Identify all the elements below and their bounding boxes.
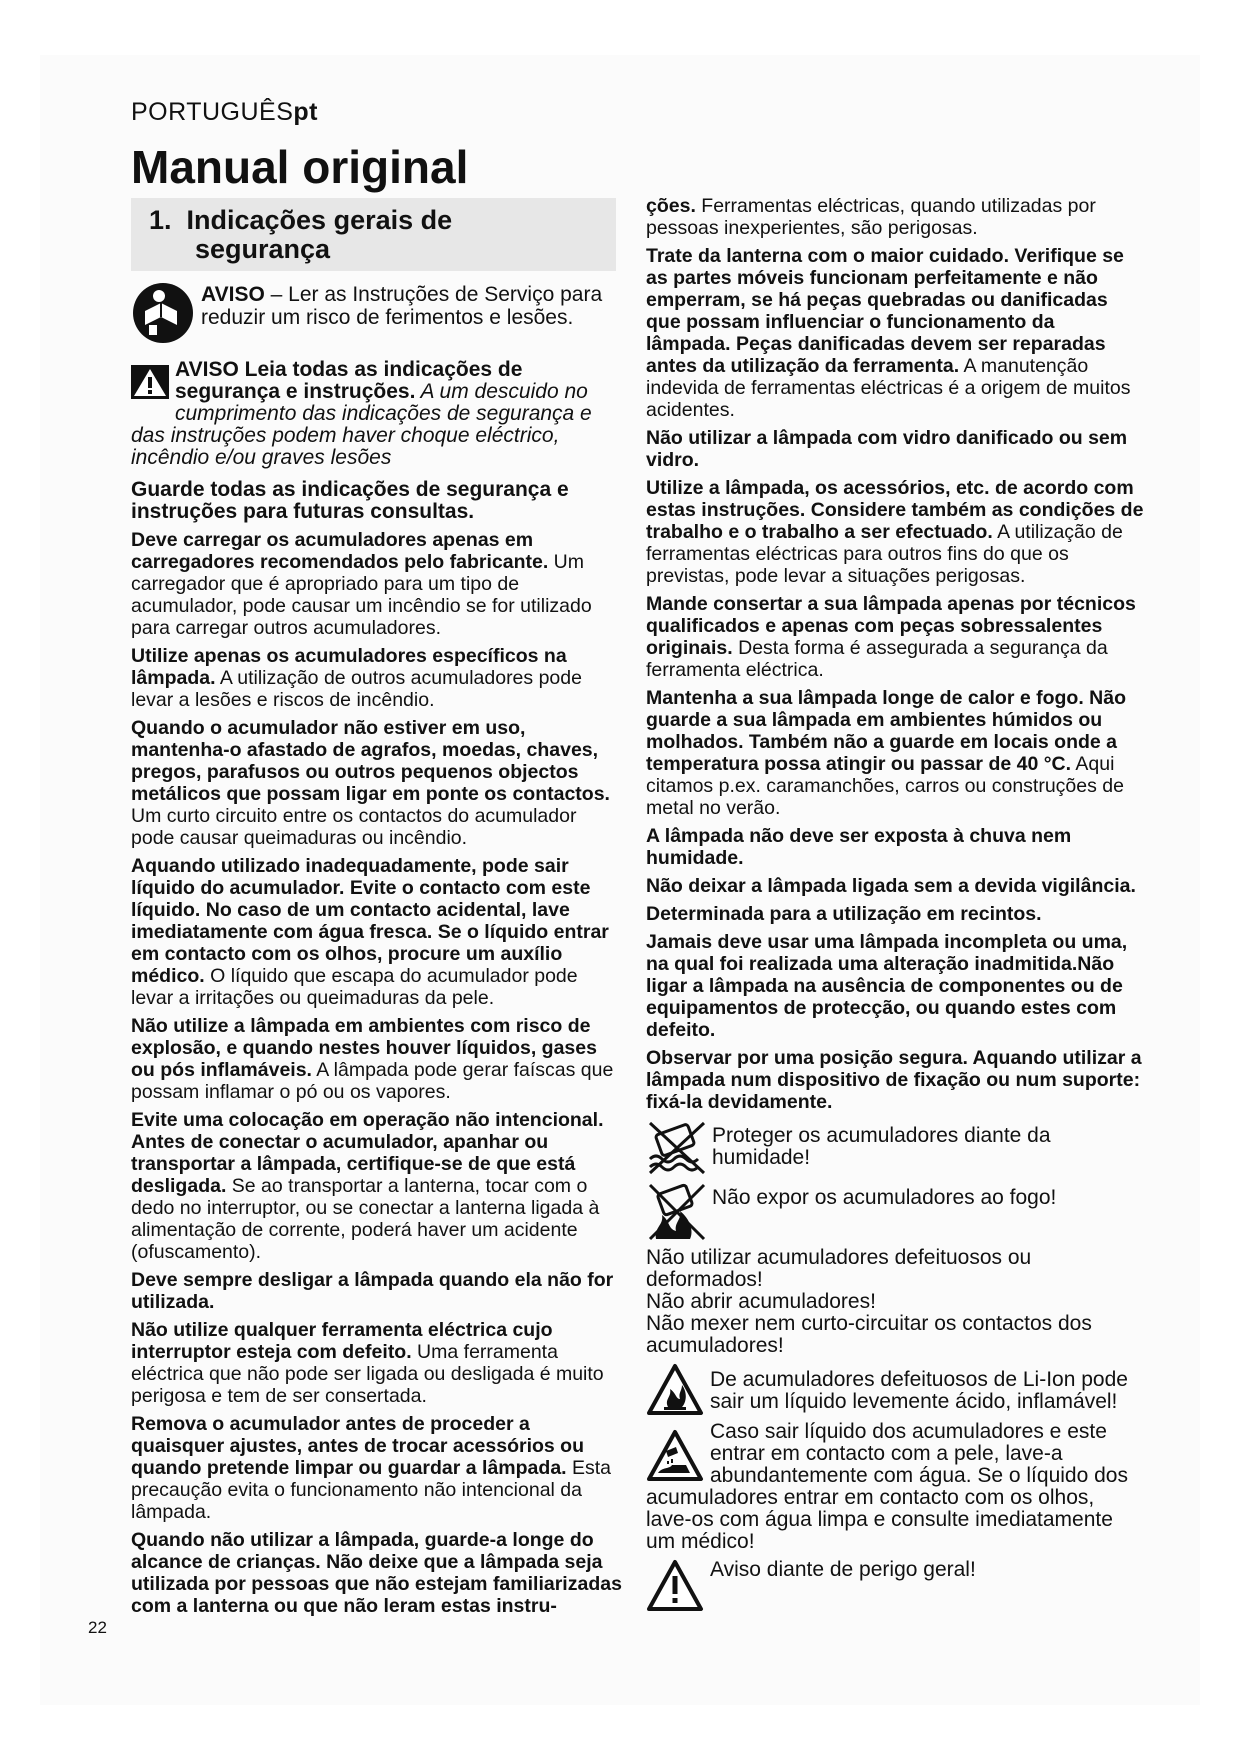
paragraph: Não utilize a lâmpada em ambientes com risco de explosão, e quando nestes houver líquidos, gases ou pós inflamáveis. A lâmpada pode gerar faíscas que possam inflamar o pó ou os vapores. [131,1015,614,1103]
section-title-line1: Indicações gerais de [186,205,453,235]
paragraph: Não utilize qualquer ferramenta eléctrica cujo interruptor esteja com defeito. Uma ferramenta eléctrica que não pode ser ligada ou desligada é muito perigosa e tem de ser consertada. [131,1319,604,1407]
symbol-text: Aviso diante de perigo geral! [710,1558,976,1581]
paragraph: Deve carregar os acumuladores apenas em carregadores recomendados pelo fabricante. Um carregador que é apropriado para um tipo de acumulador, pode causar um incêndio se for utilizado para carregar outros acumuladores. [131,529,592,639]
paragraph: Trate da lanterna com o maior cuidado. Verifique se as partes móveis funcionam perfeitamente e não emperram, se há peças quebradas ou danificadas que possam influenciar o funcionamento da lâmpada. Peças danificadas devem ser reparadas antes da utilização da ferramenta. A manutenção indevida de ferramentas eléctricas é a origem de muitos acidentes. [646,245,1131,421]
paragraph: Observar por uma posição segura. Aquando utilizar a lâmpada num dispositivo de fixação ou num suporte: fixá-la devidamente. [646,1047,1142,1113]
page-number: 22 [88,1618,107,1637]
symbol-fire [646,1181,1144,1243]
paragraph: Não utilizar a lâmpada com vidro danificado ou sem vidro. [646,427,1128,471]
no-fire-icon [646,1181,708,1243]
no-humidity-icon [646,1119,708,1177]
page-title: Manual original [131,141,469,193]
symbol-text: Caso sair líquido dos acumuladores e este entrar em contacto com a pele, lave-a abundantemente com água. Se o líquido dos acumuladores entrar em contacto com os olhos, lave-os com água limpa e consulte imediatamente um médico! [646,1420,1128,1553]
section-heading-box [131,198,616,271]
aviso-general-warning: AVISO Leia todas as indicações de segurança e instruções. A um descuido no cumprimento das indicações de segurança e das instruções podem haver choque eléctrico, incêndio e/ou graves lesões [131,358,592,469]
paragraph: Não deixar a lâmpada ligada sem a devida vigilância. [646,875,1136,897]
paragraph: ções. Ferramentas eléctricas, quando utilizadas por pessoas inexperientes, são perigosas. [646,195,1096,239]
symbol-general [646,1559,1144,1613]
paragraph: Quando o acumulador não estiver em uso, mantenha-o afastado de agrafos, moedas, chaves, pregos, parafusos ou outros pequenos objectos metálicos que possam ligar em ponte os contactos. Um curto circuito entre os contactos do acumulador pode causar queimaduras ou incêndio. [131,717,610,849]
left-column [131,281,623,1623]
paragraph: Mande consertar a sua lâmpada apenas por técnicos qualificados e apenas com peças sobressalentes originais. Desta forma é assegurada a segurança da ferramenta eléctrica. [646,593,1136,681]
paragraph: Aquando utilizado inadequadamente, pode sair líquido do acumulador. Evite o contacto com este líquido. No caso de um contacto acidental, lave imediatamente com água fresca. Se o líquido entrar em contacto com os olhos, procure um auxílio médico. O líquido que escapa do acumulador pode levar a irritações ou queimaduras da pele. [131,855,609,1009]
paragraph: Quando não utilizar a lâmpada, guarde-a longe do alcance de crianças. Não deixe que a lâmpada seja utilizada por pessoas que não estejam familiarizadas com a lanterna ou que não leram estas instru- [131,1529,622,1617]
paragraph: Determinada para a utilização em recintos. [646,903,1042,925]
corrosive-warning-icon [646,1429,704,1483]
right-column [646,195,1144,1617]
section-title-line2: segurança [195,234,331,264]
paragraph: Mantenha a sua lâmpada longe de calor e fogo. Não guarde a sua lâmpada em ambientes húmidos ou molhados. Também não a guarde em locais onde a temperatura possa atingir ou passar de 40 °C. Aqui citamos p.ex. caramanchões, carros ou construções de metal no verão. [646,687,1127,819]
flammable-warning-icon [646,1363,704,1417]
paragraph: A lâmpada não deve ser exposta à chuva nem humidade. [646,825,1072,869]
paragraph: Guarde todas as indicações de segurança e instruções para futuras consultas. [131,478,569,523]
paragraph: Jamais deve usar uma lâmpada incompleta ou uma, na qual foi realizada uma alteração inadmitida.Não ligar a lâmpada na ausência de componentes ou de equipamentos de protecção, ou quando estes com defeito. [646,931,1128,1041]
language-code: pt [293,98,319,126]
symbol-corrosive [646,1421,1144,1553]
language-label: PORTUGUÊS [131,98,294,126]
symbol-text-no-short: Não mexer nem curto-circuitar os contactos dos acumuladores! [646,1312,1092,1357]
warning-triangle-icon [131,365,169,404]
symbol-text: Proteger os acumuladores diante da humidade! [712,1124,1051,1169]
paragraph: Utilize apenas os acumuladores específicos na lâmpada. A utilização de outros acumuladores pode levar a lesões e riscos de incêndio. [131,645,582,711]
section-heading [131,198,616,264]
symbol-text: De acumuladores defeituosos de Li-Ion pode sair um líquido levemente ácido, inflamável! [710,1368,1128,1413]
aviso-read-manual [131,281,623,345]
paragraph: Utilize a lâmpada, os acessórios, etc. de acordo com estas instruções. Considere também as condições de trabalho e o trabalho a ser efectuado. A utilização de ferramentas eléctricas para outros fins do que os previstas, pode levar a situações perigosas. [646,477,1144,587]
read-manual-icon [131,281,195,345]
symbol-humidity [646,1119,1144,1177]
symbol-text-no-open: Não abrir acumuladores! [646,1290,876,1313]
symbol-flammable [646,1363,1144,1417]
symbol-text: Não expor os acumuladores ao fogo! [712,1186,1057,1209]
section-number: 1. [149,205,172,235]
paragraph: Deve sempre desligar a lâmpada quando ela não for utilizada. [131,1269,614,1313]
symbol-text-defective: Não utilizar acumuladores defeituosos ou deformados! [646,1246,1032,1291]
general-warning-icon [646,1559,704,1613]
language-header [131,98,318,127]
paragraph: Remova o acumulador antes de proceder a quaisquer ajustes, antes de trocar acessórios ou quando pretende limpar ou guardar a lâmpada. Esta precaução evita o funcionamento não intencional da lâmpada. [131,1413,612,1523]
paragraph: Evite uma colocação em operação não intencional. Antes de conectar o acumulador, apanhar ou transportar a lâmpada, certifique-se de que está desligada. Se ao transportar a lanterna, tocar com o dedo no interruptor, ou se conectar a lanterna ligada à alimentação de corrente, poderá haver um acidente (ofuscamento). [131,1109,604,1263]
aviso-read-manual-text: AVISO – Ler as Instruções de Serviço para reduzir um risco de ferimentos e lesões. [201,283,603,329]
